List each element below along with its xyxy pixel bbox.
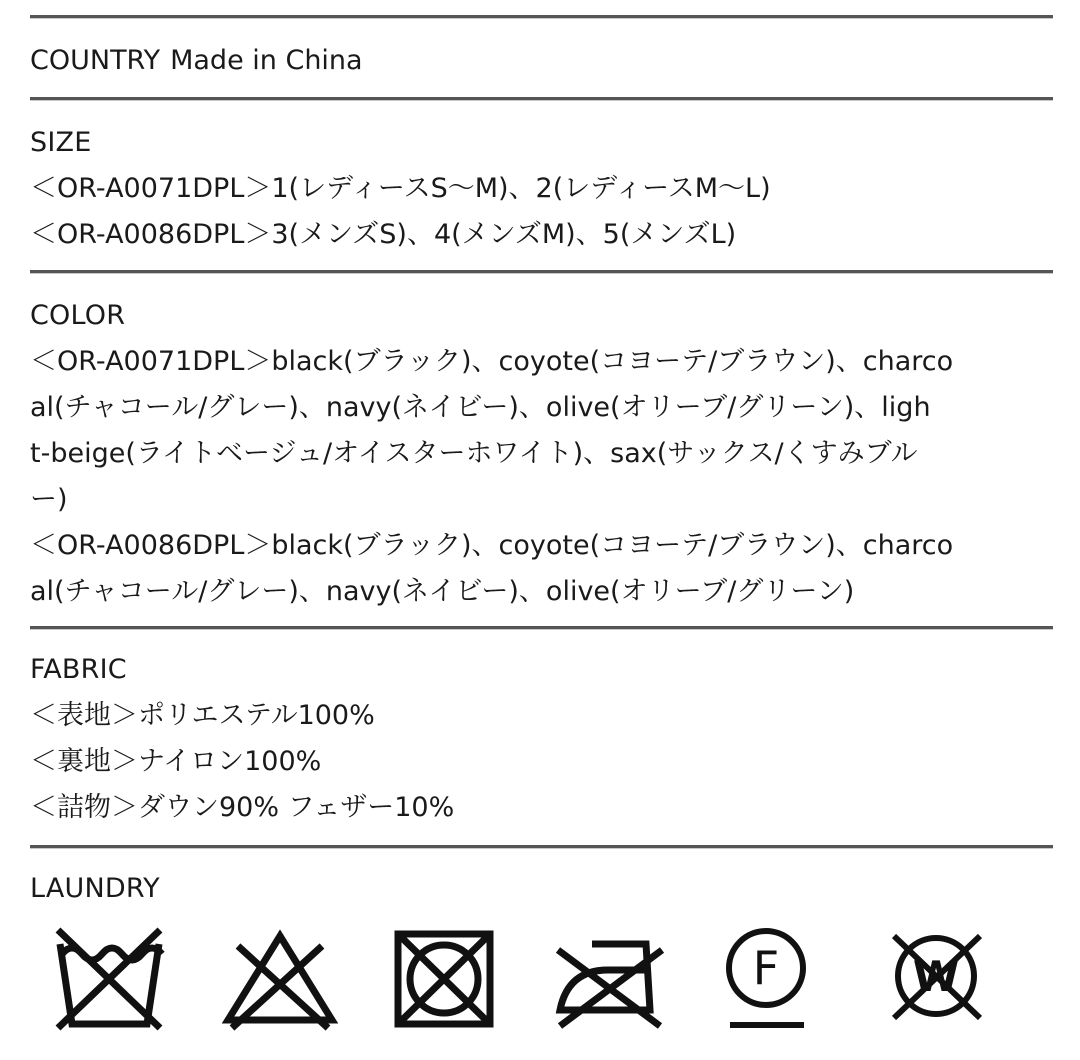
do-not-bleach-icon xyxy=(220,924,340,1034)
laundry-heading: LAUNDRY xyxy=(30,873,160,904)
do-not-tumble-dry-icon xyxy=(388,924,500,1034)
fabric-line: ＜裏地＞ナイロン100% xyxy=(30,746,322,777)
divider xyxy=(30,270,1053,274)
size-line: ＜OR-A0086DPL＞3(メンズS)、4(メンズM)、5(メンズL) xyxy=(30,219,737,250)
wet-clean-letter: W xyxy=(912,952,960,1001)
color-section xyxy=(30,293,1055,615)
do-not-wash-icon xyxy=(52,924,167,1034)
size-line: ＜OR-A0071DPL＞1(レディースS〜M)、2(レディースM〜L) xyxy=(30,173,771,204)
color-line: ＜OR-A0086DPL＞black(ブラック)、coyote(コヨーテ/ブラウン)、charco xyxy=(30,530,954,561)
country-section xyxy=(30,38,1055,84)
fabric-heading: FABRIC xyxy=(30,654,127,685)
top-divider xyxy=(30,15,1053,19)
color-heading: COLOR xyxy=(30,300,126,331)
divider xyxy=(30,97,1053,101)
do-not-wet-clean-icon xyxy=(880,924,992,1034)
color-line: ＜OR-A0071DPL＞black(ブラック)、coyote(コヨーテ/ブラウン)、charco xyxy=(30,346,954,377)
fabric-section xyxy=(30,647,1055,831)
fabric-line: ＜詰物＞ダウン90% フェザー10% xyxy=(30,792,455,823)
divider xyxy=(30,626,1053,630)
size-heading: SIZE xyxy=(30,127,92,158)
laundry-icons xyxy=(52,924,1012,1034)
divider xyxy=(30,845,1053,849)
dry-clean-letter: F xyxy=(752,941,780,995)
color-line: al(チャコール/グレー)、navy(ネイビー)、olive(オリーブ/グリーン)、ligh xyxy=(30,392,931,423)
color-line: t-beige(ライトベージュ/オイスターホワイト)、sax(サックス/くすみブル xyxy=(30,438,918,469)
do-not-iron-icon xyxy=(550,924,670,1034)
country-heading: COUNTRY xyxy=(30,45,161,76)
country-value: Made in China xyxy=(170,45,363,76)
laundry-section xyxy=(30,866,1055,912)
color-line: ー) xyxy=(30,484,68,515)
dry-clean-f-icon xyxy=(714,924,824,1034)
color-line: al(チャコール/グレー)、navy(ネイビー)、olive(オリーブ/グリーン) xyxy=(30,576,855,607)
fabric-line: ＜表地＞ポリエステル100% xyxy=(30,700,375,731)
size-section xyxy=(30,120,1055,258)
